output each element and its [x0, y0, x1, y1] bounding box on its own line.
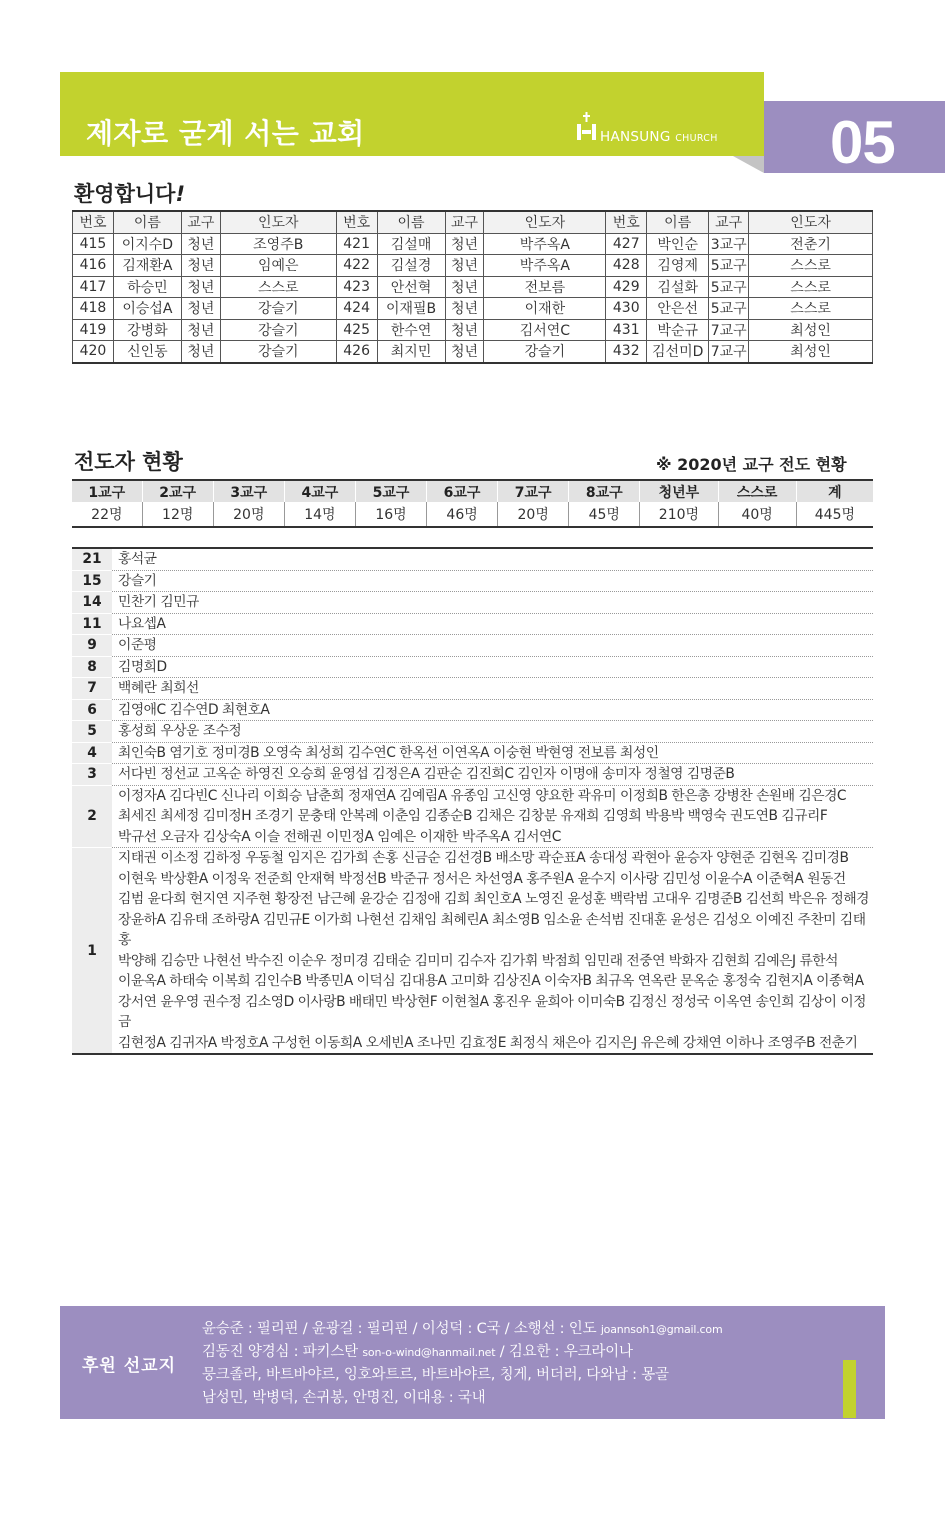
rank-count: 5 [72, 721, 112, 743]
rank-names-line: 이윤옥A 하태숙 이복희 김인수B 박종민A 이덕심 김대용A 고미화 김상진A 이숙자B 최규옥 연옥란 문옥순 홍정숙 김현지A 이종혁A [118, 973, 864, 989]
rank-names-line: 지태권 이소정 김하정 우동철 임지은 김가희 손홍 신금순 김선경B 배소망 곽순표A 송대성 곽현아 윤승자 양현준 김현옥 김미경B [118, 850, 849, 866]
welcome-cell: 3교구 [709, 233, 749, 255]
welcome-header-cell: 인도자 [749, 211, 873, 233]
rank-count: 14 [72, 592, 112, 614]
rank-names-line: 백혜란 최희선 [118, 680, 199, 696]
welcome-cell: 청년 [181, 233, 220, 255]
rank-names-line: 장윤하A 김유태 조하랑A 김민규E 이가희 나현선 김채임 최혜린A 최소영B 임소윤 손석범 진대훈 윤성은 김성오 이예진 주찬미 김태홍 [118, 911, 866, 948]
welcome-header-cell: 교구 [181, 211, 220, 233]
welcome-cell: 스스로 [749, 255, 873, 277]
welcome-cell: 432 [606, 341, 647, 363]
welcome-cell: 청년 [181, 255, 220, 277]
rank-names [112, 785, 873, 848]
stats-header-cell: 3교구 [213, 480, 284, 502]
welcome-cell: 431 [606, 319, 647, 341]
welcome-row [73, 276, 873, 298]
welcome-cell: 최지민 [377, 341, 445, 363]
welcome-cell: 강병화 [113, 319, 181, 341]
rank-names-line: 최인숙B 염기호 정미경B 오영숙 최성희 김수연C 한옥선 이연옥A 이숭현 박현영 전보름 최성인 [118, 744, 659, 761]
mission-line-2-b: / 김요한 : 우크라이나 [495, 1344, 633, 1360]
welcome-cell: 425 [336, 319, 377, 341]
rank-names-line: 강슬기 [118, 572, 157, 589]
welcome-cell: 424 [336, 298, 377, 320]
welcome-cell: 421 [336, 233, 377, 255]
rank-names [112, 613, 873, 635]
welcome-cell: 박순규 [647, 319, 709, 341]
church-logo-icon [577, 112, 597, 142]
rank-count: 11 [72, 613, 112, 635]
rank-row [72, 785, 873, 848]
welcome-header-cell: 교구 [445, 211, 484, 233]
logo-main: HANSUNG [600, 129, 671, 145]
mission-accent-bar [843, 1360, 856, 1418]
welcome-cell: 청년 [445, 255, 484, 277]
welcome-cell: 청년 [181, 319, 220, 341]
stats-value-cell: 12명 [142, 502, 213, 527]
rank-names-line: 이정자A 김다빈C 신나리 이희승 남춘희 정재연A 김예림A 유종임 고신영 양요한 곽유미 이정희B 한은총 강병찬 손원배 김은경C [118, 787, 847, 804]
rank-row [72, 721, 873, 743]
rank-count: 2 [72, 785, 112, 848]
rank-names [112, 848, 873, 1055]
welcome-cell: 7교구 [709, 319, 749, 341]
rank-names [112, 699, 873, 721]
rank-names-line: 박양해 김승만 나현선 박수진 이순우 정미경 김태순 김미미 김수자 김가휘 박점희 임민래 전중연 박화자 김현희 김예은J 류한석 [118, 952, 838, 969]
stats-header-cell: 7교구 [498, 480, 569, 502]
rank-names-line: 강서연 윤우영 권수정 김소영D 이사랑B 배태민 박상현F 이현철A 홍진우 윤희아 이미숙B 김정신 정성국 이옥연 송인희 김상이 이정금 [118, 993, 866, 1030]
rank-row [72, 635, 873, 657]
welcome-cell: 417 [73, 276, 114, 298]
rank-row [72, 613, 873, 635]
rank-row [72, 656, 873, 678]
welcome-cell: 청년 [445, 319, 484, 341]
welcome-cell: 최성인 [749, 319, 873, 341]
welcome-cell: 김영제 [647, 255, 709, 277]
welcome-cell: 5교구 [709, 255, 749, 277]
rank-row [72, 548, 873, 570]
welcome-cell: 김서연C [484, 319, 606, 341]
welcome-cell: 428 [606, 255, 647, 277]
welcome-cell: 강슬기 [220, 341, 336, 363]
stats-value-row [72, 502, 873, 527]
rank-count: 6 [72, 699, 112, 721]
stats-header-cell: 계 [796, 480, 873, 502]
rank-row [72, 592, 873, 614]
mission-label: 후원 선교지 [82, 1356, 177, 1376]
logo-sub: CHURCH [675, 133, 718, 144]
mission-email-1: joannsoh1@gmail.com [600, 1323, 723, 1336]
welcome-cell: 429 [606, 276, 647, 298]
welcome-cell: 청년 [445, 341, 484, 363]
welcome-cell: 안선혁 [377, 276, 445, 298]
rank-names-line: 김영애C 김수연D 최현호A [118, 701, 270, 718]
stats-value-cell: 22명 [72, 502, 142, 527]
rank-count: 1 [72, 848, 112, 1055]
welcome-table [72, 210, 873, 364]
year-note: ※ 2020년 교구 전도 현황 [656, 455, 847, 474]
welcome-title-text: 환영합니다 [74, 182, 176, 206]
rank-count: 15 [72, 570, 112, 592]
stats-header-cell: 8교구 [569, 480, 640, 502]
welcome-cell: 박주옥A [484, 233, 606, 255]
welcome-header-row [73, 211, 873, 233]
rank-names-line: 홍성희 우상운 조수정 [118, 723, 242, 739]
stats-header-cell: 스스로 [718, 480, 796, 502]
stats-value-cell: 20명 [498, 502, 569, 527]
welcome-cell: 조영주B [220, 233, 336, 255]
mission-line-2 [202, 1341, 722, 1364]
stats-header-cell: 2교구 [142, 480, 213, 502]
welcome-cell: 415 [73, 233, 114, 255]
welcome-cell: 강슬기 [484, 341, 606, 363]
welcome-header-cell: 번호 [73, 211, 114, 233]
welcome-cell: 박인순 [647, 233, 709, 255]
rank-names [112, 764, 873, 786]
welcome-cell: 신인동 [113, 341, 181, 363]
evangelism-title: 전도자 현황 [74, 450, 183, 474]
rank-row [72, 764, 873, 786]
rank-names-line: 김현정A 김귀자A 박정호A 구성헌 이동희A 오세빈A 조나민 김효정E 최정식 채은아 김지은J 유은혜 강채연 이하나 조영주B 전춘기 [118, 1034, 858, 1051]
welcome-cell: 스스로 [749, 276, 873, 298]
welcome-cell: 청년 [445, 233, 484, 255]
stats-table [72, 479, 873, 528]
mission-line-3: 뭉크졸라, 바트바야르, 잉호와트르, 바트바야르, 칭게, 버더러, 다와남 : 몽골 [202, 1367, 669, 1383]
welcome-cell: 김설매 [377, 233, 445, 255]
welcome-row [73, 319, 873, 341]
welcome-cell: 스스로 [749, 298, 873, 320]
welcome-cell: 전춘기 [749, 233, 873, 255]
welcome-cell: 임예은 [220, 255, 336, 277]
rank-row [72, 848, 873, 1055]
stats-header-cell: 6교구 [427, 480, 498, 502]
welcome-header-cell: 이름 [113, 211, 181, 233]
rank-names [112, 570, 873, 592]
rank-names-line: 김범 윤다희 현지연 지주현 황장전 남근혜 윤강순 김정애 김희 최인호A 노영진 윤성훈 백락범 고대우 김명준B 김선희 박은유 정해경 [118, 891, 870, 907]
welcome-row [73, 233, 873, 255]
welcome-cell: 강슬기 [220, 298, 336, 320]
welcome-cell: 420 [73, 341, 114, 363]
welcome-cell: 청년 [181, 341, 220, 363]
welcome-header-cell: 번호 [336, 211, 377, 233]
welcome-cell: 청년 [445, 276, 484, 298]
evangelist-rank-table [72, 547, 873, 1055]
stats-value-cell: 20명 [213, 502, 284, 527]
church-logo-text [600, 129, 718, 145]
stats-value-cell: 45명 [569, 502, 640, 527]
page-title: 제자로 굳게 서는 교회 [86, 117, 365, 150]
welcome-row [73, 341, 873, 363]
stats-value-cell: 16명 [355, 502, 426, 527]
welcome-title [74, 178, 185, 208]
welcome-header-cell: 인도자 [220, 211, 336, 233]
welcome-cell: 5교구 [709, 276, 749, 298]
rank-names [112, 548, 873, 570]
rank-count: 21 [72, 548, 112, 570]
mission-line-4: 남성민, 박병덕, 손귀봉, 안명진, 이대용 : 국내 [202, 1390, 486, 1406]
rank-names [112, 742, 873, 764]
stats-header-cell: 5교구 [355, 480, 426, 502]
welcome-cell: 416 [73, 255, 114, 277]
welcome-cell: 5교구 [709, 298, 749, 320]
rank-row [72, 570, 873, 592]
header-fold-shadow [733, 156, 764, 173]
rank-names [112, 721, 873, 743]
rank-names-line: 나요셉A [118, 615, 166, 632]
mission-list [202, 1318, 722, 1410]
stats-value-cell: 210명 [640, 502, 718, 527]
stats-value-cell: 40명 [718, 502, 796, 527]
rank-row [72, 742, 873, 764]
rank-row [72, 678, 873, 700]
stats-value-cell: 14명 [284, 502, 355, 527]
welcome-cell: 423 [336, 276, 377, 298]
rank-names-line: 김명희D [118, 658, 167, 675]
rank-count: 8 [72, 656, 112, 678]
page-number: 05 [830, 109, 895, 176]
welcome-cell: 청년 [445, 298, 484, 320]
welcome-cell: 김설경 [377, 255, 445, 277]
rank-names [112, 635, 873, 657]
welcome-header-cell: 인도자 [484, 211, 606, 233]
rank-names-line: 서다빈 정선교 고옥순 하영진 오승희 윤영섭 김정은A 김판순 김진희C 김인자 이명애 송미자 정철영 김명준B [118, 766, 735, 782]
welcome-cell: 422 [336, 255, 377, 277]
rank-count: 3 [72, 764, 112, 786]
welcome-cell: 청년 [181, 276, 220, 298]
welcome-cell: 이재한 [484, 298, 606, 320]
welcome-row [73, 255, 873, 277]
welcome-cell: 이승섭A [113, 298, 181, 320]
mission-line-1 [202, 1318, 722, 1341]
welcome-cell: 430 [606, 298, 647, 320]
welcome-cell: 이지수D [113, 233, 181, 255]
welcome-header-cell: 교구 [709, 211, 749, 233]
welcome-header-cell: 이름 [377, 211, 445, 233]
welcome-cell: 박주옥A [484, 255, 606, 277]
stats-header-cell: 청년부 [640, 480, 718, 502]
welcome-cell: 스스로 [220, 276, 336, 298]
mission-line-1-text: 윤승준 : 필리핀 / 윤광길 : 필리핀 / 이성덕 : C국 / 소행선 : 인도 [202, 1321, 601, 1337]
welcome-cell: 김선미D [647, 341, 709, 363]
rank-names-line: 이준평 [118, 637, 157, 653]
stats-value-cell: 46명 [427, 502, 498, 527]
rank-count: 4 [72, 742, 112, 764]
welcome-row [73, 298, 873, 320]
rank-names [112, 592, 873, 614]
rank-count: 7 [72, 678, 112, 700]
welcome-cell: 최성인 [749, 341, 873, 363]
rank-names-line: 이현욱 박상환A 이정욱 전준희 안재혁 박정선B 박준규 정서은 차선영A 홍주원A 윤수지 이사랑 김민성 이윤수A 이준혁A 원동건 [118, 870, 846, 887]
rank-names-line: 민찬기 김민규 [118, 594, 199, 610]
rank-count: 9 [72, 635, 112, 657]
welcome-cell: 하승민 [113, 276, 181, 298]
welcome-cell: 안은선 [647, 298, 709, 320]
stats-header-row [72, 480, 873, 502]
rank-row [72, 699, 873, 721]
welcome-cell: 전보름 [484, 276, 606, 298]
welcome-cell: 김재환A [113, 255, 181, 277]
rank-names-line: 최세진 최세정 김미정H 조경기 문충태 안복례 이춘임 김종순B 김채은 김창분 유재희 김영희 박용박 백영숙 권도연B 김규리F [118, 808, 828, 824]
rank-names [112, 656, 873, 678]
welcome-cell: 418 [73, 298, 114, 320]
welcome-cell: 김설화 [647, 276, 709, 298]
welcome-header-cell: 번호 [606, 211, 647, 233]
stats-header-cell: 1교구 [72, 480, 142, 502]
welcome-cell: 강슬기 [220, 319, 336, 341]
welcome-cell: 7교구 [709, 341, 749, 363]
welcome-cell: 426 [336, 341, 377, 363]
welcome-cell: 이재필B [377, 298, 445, 320]
welcome-cell: 419 [73, 319, 114, 341]
stats-value-cell: 445명 [796, 502, 873, 527]
stats-header-cell: 4교구 [284, 480, 355, 502]
welcome-cell: 427 [606, 233, 647, 255]
rank-names-line: 박규선 오금자 김상숙A 이슬 전해권 이민정A 임예은 이재한 박주옥A 김서연C [118, 828, 561, 845]
welcome-cell: 한수연 [377, 319, 445, 341]
welcome-title-mark: ! [175, 182, 186, 206]
rank-names-line: 홍석균 [118, 551, 157, 567]
mission-line-2-a: 김동진 양경심 : 파키스탄 [202, 1344, 363, 1360]
welcome-cell: 청년 [181, 298, 220, 320]
mission-email-2: son-o-wind@hanmail.net [362, 1346, 496, 1359]
rank-names [112, 678, 873, 700]
welcome-header-cell: 이름 [647, 211, 709, 233]
